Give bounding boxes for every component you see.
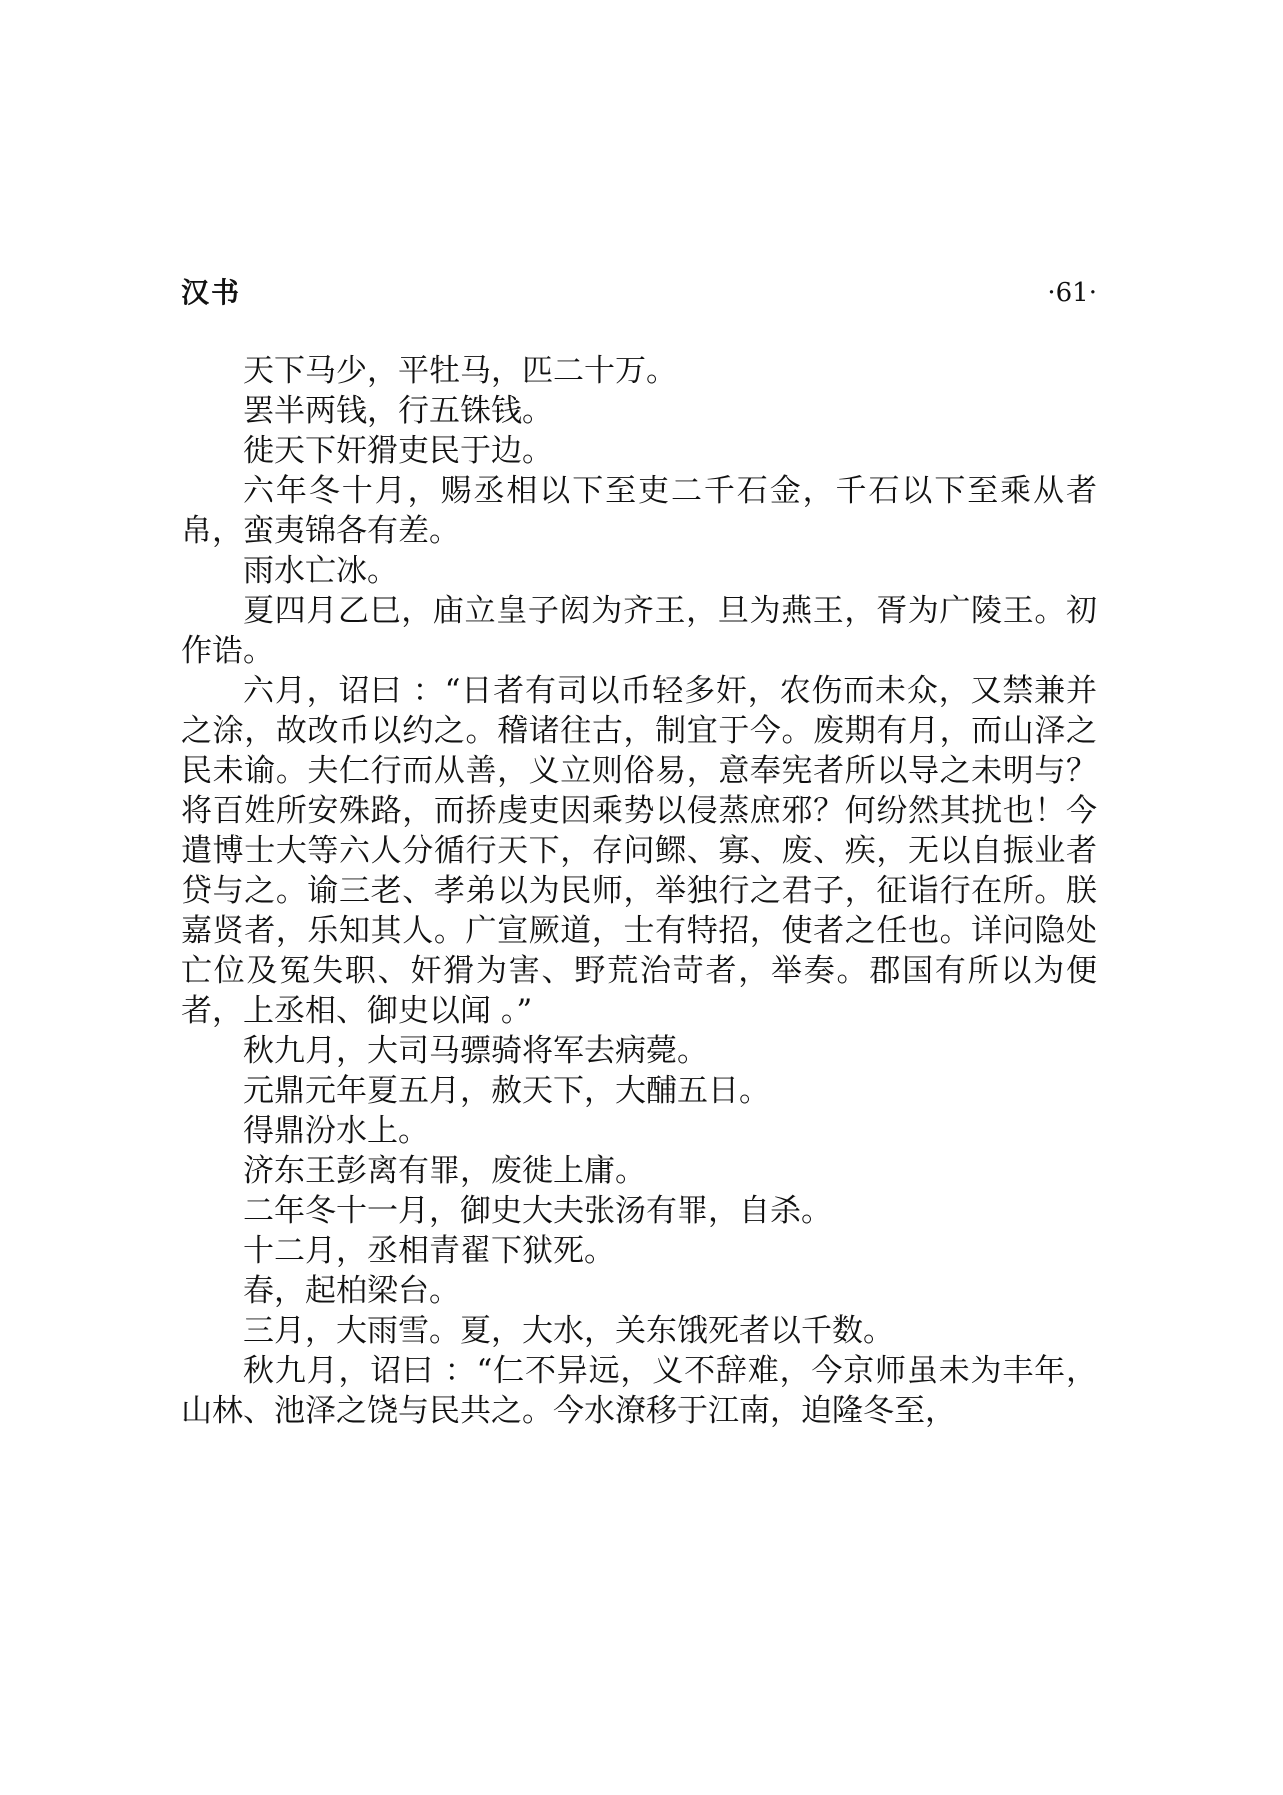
paragraph: 二年冬十一月，御史大夫张汤有罪，自杀。	[243, 1193, 832, 1229]
paragraph: 济东王彭离有罪，废徙上庸。	[243, 1153, 646, 1189]
paragraph: 得鼎汾水上。	[243, 1113, 429, 1149]
paragraph: 六年冬十月，赐丞相以下至吏二千石金，千石以下至乘从者帛，蛮夷锦各有差。	[181, 473, 1097, 549]
paragraph: 秋九月，诏曰 ：“仁不异远，义不辞难，今京师虽未为丰年，山林、池泽之饶与民共之。今水潦移于江南，迫隆冬至，	[181, 1353, 1097, 1429]
book-title: 汉书	[181, 276, 242, 309]
paragraph: 天下马少，平牡马，匹二十万。	[243, 353, 677, 389]
paragraph: 罢半两钱，行五铢钱。	[243, 393, 553, 429]
paragraph: 元鼎元年夏五月，赦天下，大酺五日。	[243, 1073, 770, 1109]
paragraph: 三月，大雨雪。夏，大水，关东饿死者以千数。	[243, 1313, 894, 1349]
page-number: ·61·	[1047, 278, 1097, 308]
paragraph: 六月，诏曰 ：“日者有司以币轻多奸，农伤而未众，又禁兼并之涂，故改币以约之。稽诸往古，制宜于今。废期有月，而山泽之民未谕。夫仁行而从善，义立则俗易，意奉宪者所以导之未明与？将百姓所安殊路，而挢虔吏因乘势以侵蒸庶邪？何纷然其扰也！今遣博士大等六人分循行天下，存问鳏、寡、废、疾，无以自振业者贷与之。谕三老、孝弟以为民师，举独行之君子，征诣行在所。朕嘉贤者，乐知其人。广宣厥道，士有特招，使者之任也。详问隐处亡位及冤失职、奸猾为害、野荒治苛者，举奏。郡国有所以为便者，上丞相、御史以闻 。”	[181, 673, 1097, 1029]
paragraph: 秋九月，大司马骠骑将军去病薨。	[243, 1033, 708, 1069]
paragraph: 徙天下奸猾吏民于边。	[243, 433, 553, 469]
paragraph: 雨水亡冰。	[243, 553, 398, 589]
paragraph: 夏四月乙巳，庙立皇子闳为齐王，旦为燕王，胥为广陵王。初作诰。	[181, 593, 1097, 669]
page-header	[181, 273, 1097, 313]
body-text	[181, 351, 1097, 1431]
paragraph: 十二月，丞相青翟下狱死。	[243, 1233, 615, 1269]
paragraph: 春，起柏梁台。	[243, 1273, 460, 1309]
